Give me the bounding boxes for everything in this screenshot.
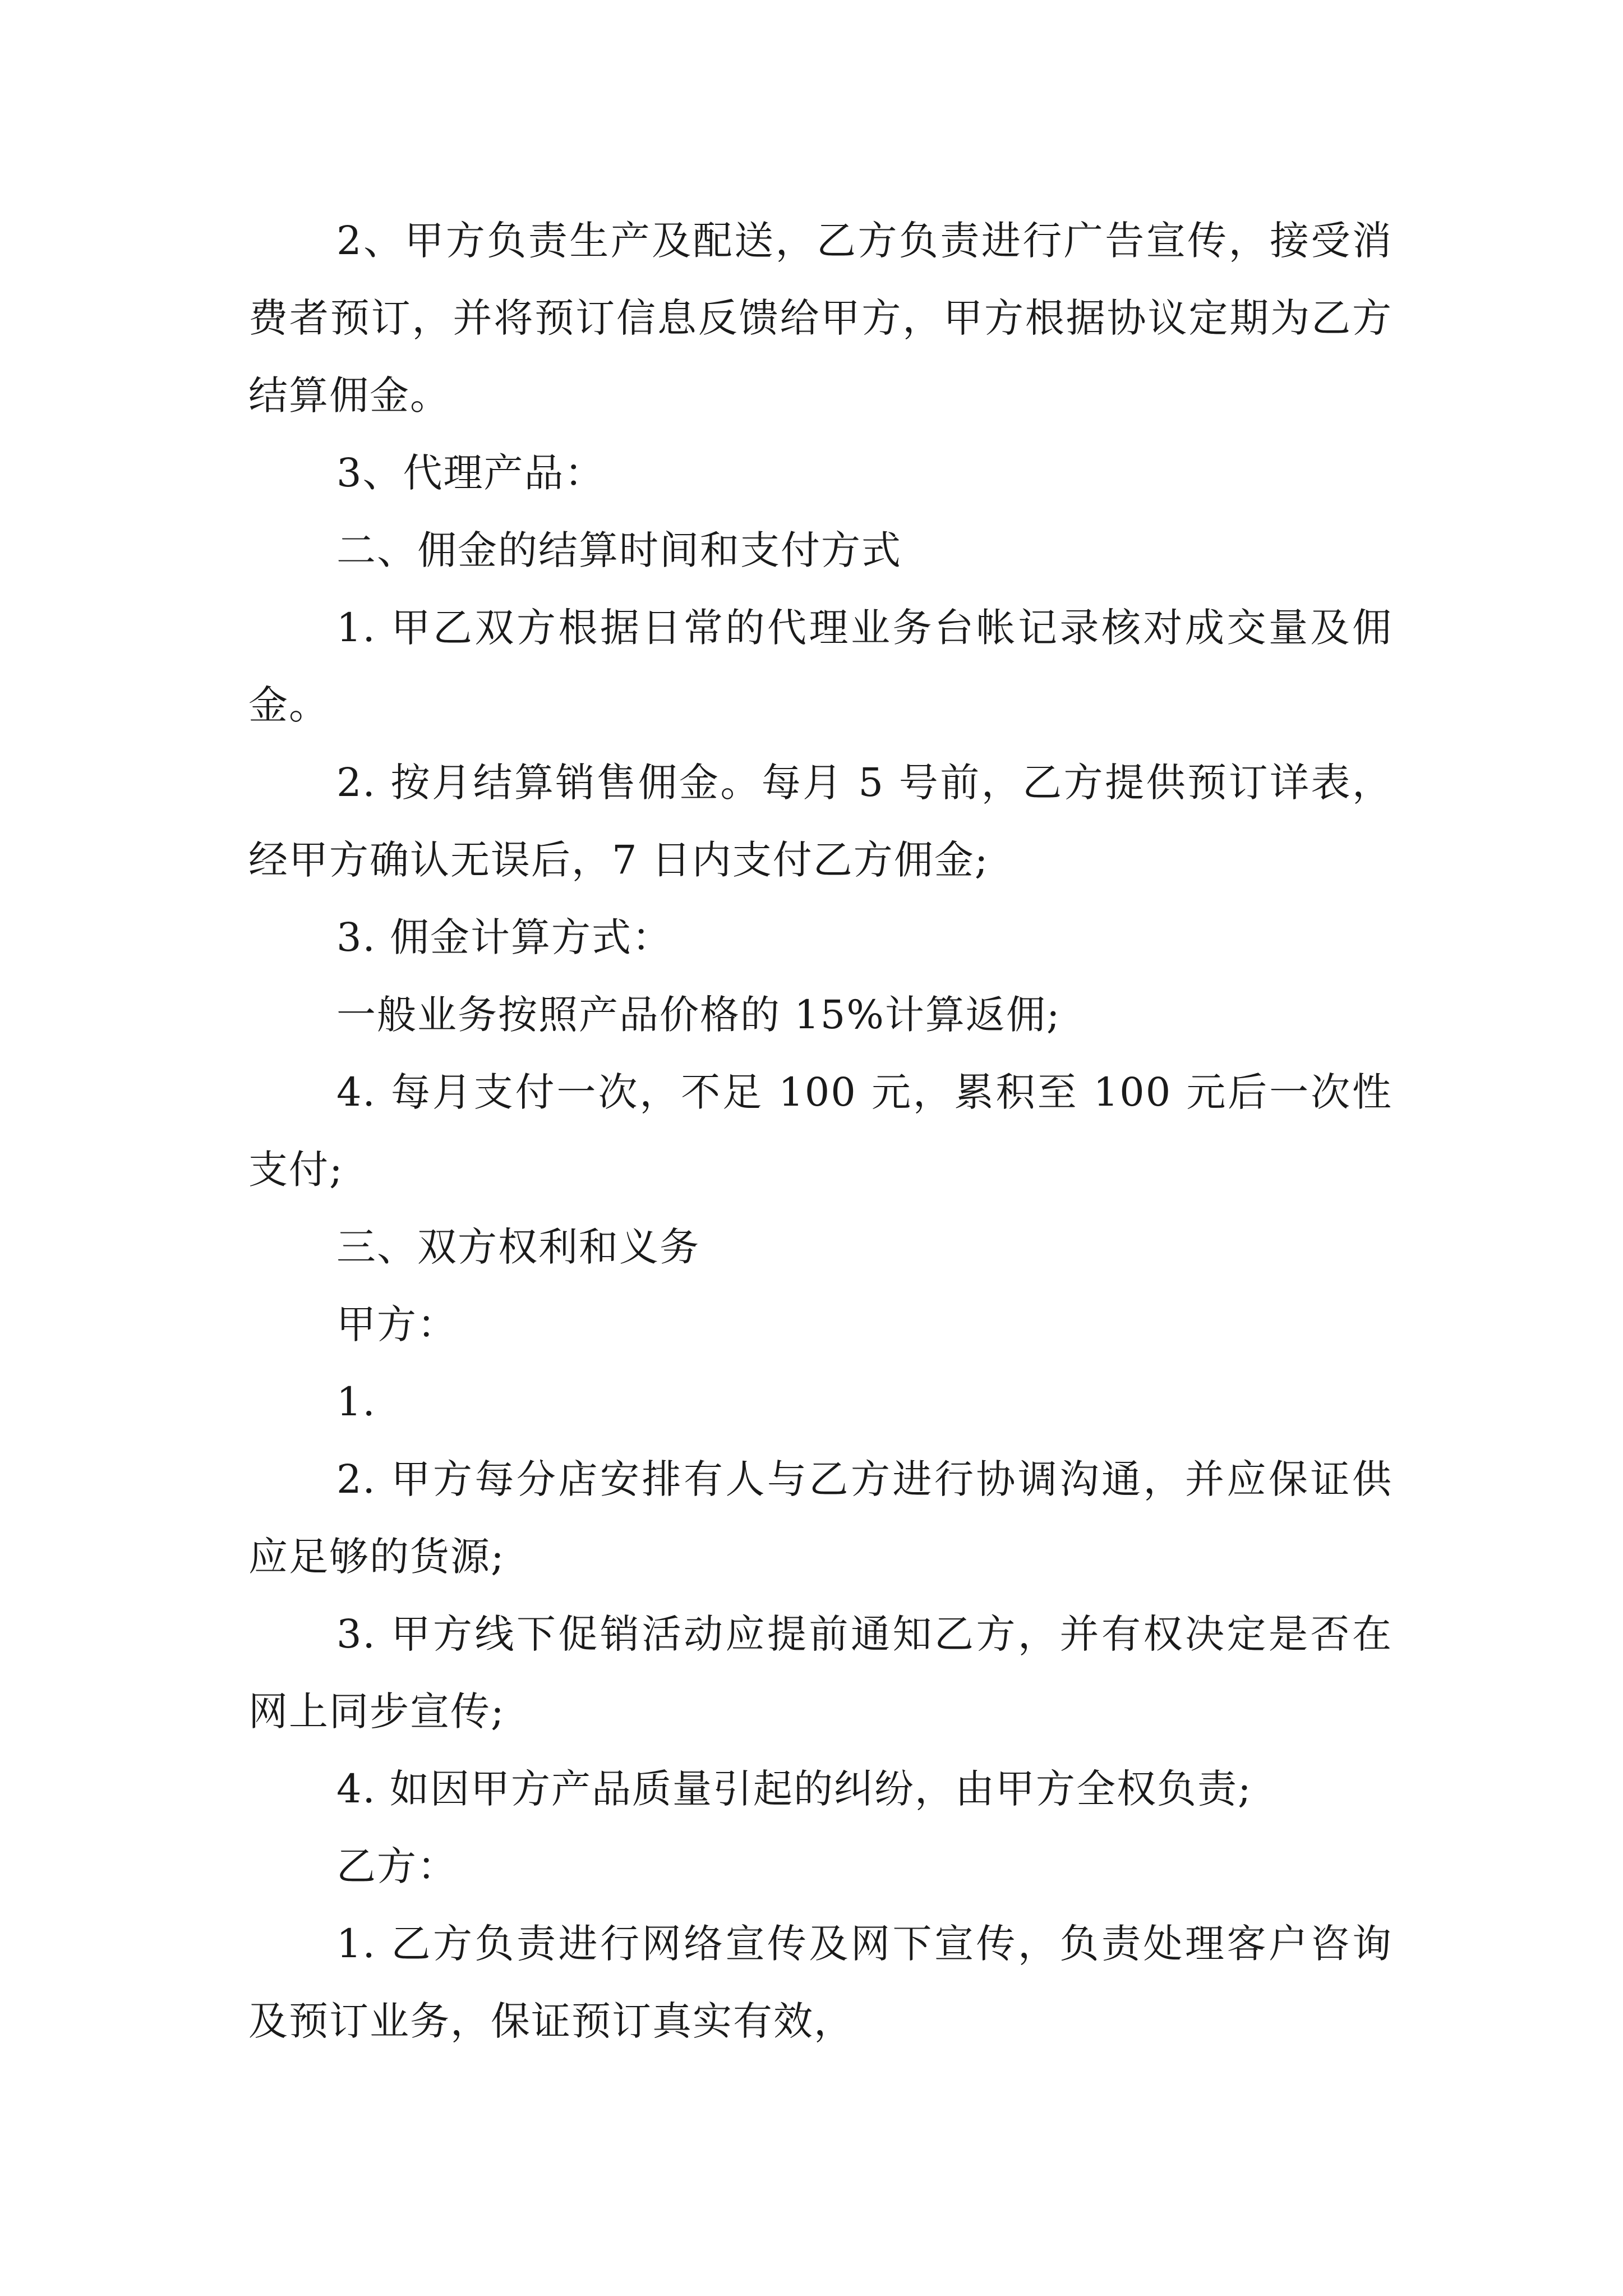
party-a-item-4: 4. 如因甲方产品质量引起的纠纷，由甲方全权负责; [336, 1766, 1252, 1812]
paragraph-settlement-1: 1. 甲乙双方根据日常的代理业务台帐记录核对成交量及佣金。 [248, 605, 1393, 728]
paragraph-settlement-3: 3. 佣金计算方式： [336, 914, 673, 960]
party-a-item-3: 3. 甲方线下促销活动应提前通知乙方，并有权决定是否在网上同步宣传; [248, 1611, 1393, 1734]
paragraph-settlement-4: 4. 每月支付一次，不足 100 元，累积至 100 元后一次性支付; [248, 1069, 1393, 1193]
party-a-item-1: 1. [336, 1379, 376, 1425]
paragraph-agency-products: 3、代理产品： [336, 450, 605, 496]
section-heading-rights-obligations: 三、双方权利和义务 [336, 1224, 700, 1270]
paragraph-responsibilities-2: 2、甲方负责生产及配送，乙方负责进行广告宣传，接受消费者预订，并将预订信息反馈给甲方，甲方根据协议定期为乙方结算佣金。 [248, 218, 1393, 418]
paragraph-commission-rate: 一般业务按照产品价格的 15%计算返佣; [336, 992, 1061, 1038]
document-body [248, 202, 1393, 2060]
party-b-item-1: 1. 乙方负责进行网络宣传及网下宣传，负责处理客户咨询及预订业务，保证预订真实有效， [248, 1921, 1393, 2044]
paragraph-settlement-2: 2. 按月结算销售佣金。每月 5 号前，乙方提供预订详表，经甲方确认无误后，7 日内支付乙方佣金; [248, 760, 1393, 883]
party-a-item-2: 2. 甲方每分店安排有人与乙方进行协调沟通，并应保证供应足够的货源; [248, 1456, 1393, 1580]
section-heading-commission-settlement: 二、佣金的结算时间和支付方式 [336, 527, 902, 573]
party-b-heading: 乙方： [336, 1843, 458, 1889]
party-a-heading: 甲方： [336, 1301, 458, 1347]
